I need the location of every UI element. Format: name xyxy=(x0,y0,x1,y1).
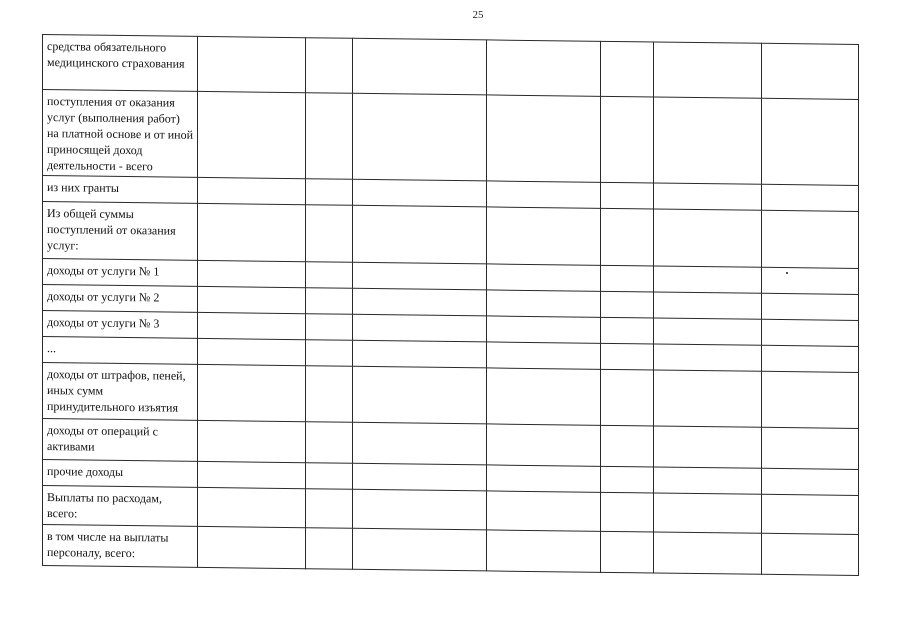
empty-cell xyxy=(198,338,306,365)
empty-cell xyxy=(353,288,487,316)
row-label: Из общей суммы поступлений от оказания услуг: xyxy=(43,202,198,261)
page-number: 25 xyxy=(472,9,484,21)
row-label: доходы от услуги № 1 xyxy=(43,259,198,287)
empty-cell xyxy=(601,208,654,266)
empty-cell xyxy=(601,369,654,426)
empty-cell xyxy=(306,288,353,315)
empty-cell xyxy=(762,345,859,372)
empty-cell xyxy=(487,95,601,182)
empty-cell xyxy=(353,422,487,465)
row-label: доходы от услуги № 2 xyxy=(43,285,198,313)
empty-cell xyxy=(198,177,306,204)
empty-cell xyxy=(601,291,654,318)
empty-cell xyxy=(353,366,487,424)
empty-cell xyxy=(487,40,601,96)
empty-cell xyxy=(198,487,306,527)
empty-cell xyxy=(306,463,353,490)
table-row xyxy=(43,525,859,576)
empty-cell xyxy=(487,316,601,343)
empty-cell xyxy=(601,425,654,467)
empty-cell xyxy=(762,184,859,211)
empty-cell xyxy=(306,262,353,289)
row-label: из них гранты xyxy=(43,176,198,204)
empty-cell xyxy=(487,181,601,208)
empty-cell xyxy=(198,526,306,568)
empty-cell xyxy=(654,532,762,574)
row-label: Выплаты по расходам, всего: xyxy=(43,486,198,527)
row-label: поступления от оказания услуг (выполнения работ) на платной основе и от иной приносящей доход деятельности - всего xyxy=(43,90,198,178)
empty-cell xyxy=(306,422,353,464)
empty-cell xyxy=(353,93,487,181)
empty-cell xyxy=(654,42,762,98)
empty-cell xyxy=(353,314,487,342)
empty-cell xyxy=(353,463,487,491)
empty-cell xyxy=(654,292,762,319)
budget-table-wrapper xyxy=(42,34,858,576)
empty-cell xyxy=(601,466,654,493)
empty-cell xyxy=(762,468,859,495)
empty-cell xyxy=(654,370,762,427)
table-row xyxy=(43,202,859,269)
empty-cell xyxy=(601,41,654,97)
empty-cell xyxy=(353,38,487,95)
budget-table xyxy=(42,34,859,576)
empty-cell xyxy=(654,266,762,293)
empty-cell xyxy=(198,286,306,313)
scan-dot xyxy=(786,272,788,274)
empty-cell xyxy=(762,319,859,346)
table-row xyxy=(43,90,859,186)
empty-cell xyxy=(762,43,859,99)
empty-cell xyxy=(762,371,859,428)
empty-cell xyxy=(306,205,353,263)
empty-cell xyxy=(487,424,601,466)
empty-cell xyxy=(306,528,353,570)
empty-cell xyxy=(306,38,353,94)
empty-cell xyxy=(353,179,487,207)
empty-cell xyxy=(762,533,859,575)
empty-cell xyxy=(306,340,353,367)
empty-cell xyxy=(198,312,306,339)
empty-cell xyxy=(654,97,762,184)
table-row xyxy=(43,35,859,100)
row-label: доходы от услуги № 3 xyxy=(43,311,198,339)
empty-cell xyxy=(487,264,601,291)
empty-cell xyxy=(654,318,762,345)
empty-cell xyxy=(198,461,306,488)
empty-cell xyxy=(762,210,859,268)
empty-cell xyxy=(306,366,353,423)
row-label: в том числе на выплаты персоналу, всего: xyxy=(43,525,198,568)
empty-cell xyxy=(762,427,859,469)
empty-cell xyxy=(198,36,306,92)
row-label: прочие доходы xyxy=(43,460,198,488)
row-label: ... xyxy=(43,337,198,365)
empty-cell xyxy=(198,203,306,261)
empty-cell xyxy=(198,364,306,421)
empty-cell xyxy=(198,260,306,287)
empty-cell xyxy=(306,93,353,180)
row-label: средства обязательного медицинского страхования xyxy=(43,35,198,92)
empty-cell xyxy=(353,489,487,530)
empty-cell xyxy=(601,265,654,292)
empty-cell xyxy=(353,340,487,368)
empty-cell xyxy=(353,205,487,264)
empty-cell xyxy=(306,179,353,206)
empty-cell xyxy=(654,493,762,533)
table-body xyxy=(43,35,859,576)
row-label: доходы от штрафов, пеней, иных сумм принудительного изъятия xyxy=(43,363,198,421)
empty-cell xyxy=(198,420,306,462)
empty-cell xyxy=(487,342,601,369)
empty-cell xyxy=(654,344,762,371)
empty-cell xyxy=(306,314,353,341)
empty-cell xyxy=(487,368,601,425)
empty-cell xyxy=(601,182,654,209)
empty-cell xyxy=(601,317,654,344)
empty-cell xyxy=(762,98,859,185)
empty-cell xyxy=(353,262,487,290)
empty-cell xyxy=(353,528,487,571)
empty-cell xyxy=(654,183,762,210)
empty-cell xyxy=(654,426,762,468)
table-row xyxy=(43,363,859,429)
empty-cell xyxy=(487,491,601,531)
row-label: доходы от операций с активами xyxy=(43,419,198,462)
empty-cell xyxy=(762,494,859,534)
empty-cell xyxy=(487,290,601,317)
empty-cell xyxy=(601,343,654,370)
empty-cell xyxy=(601,492,654,532)
empty-cell xyxy=(654,467,762,494)
empty-cell xyxy=(306,489,353,529)
empty-cell xyxy=(601,96,654,183)
empty-cell xyxy=(762,267,859,294)
empty-cell xyxy=(762,293,859,320)
empty-cell xyxy=(198,91,306,178)
empty-cell xyxy=(487,207,601,265)
empty-cell xyxy=(487,530,601,572)
empty-cell xyxy=(601,531,654,573)
empty-cell xyxy=(654,209,762,267)
empty-cell xyxy=(487,465,601,492)
